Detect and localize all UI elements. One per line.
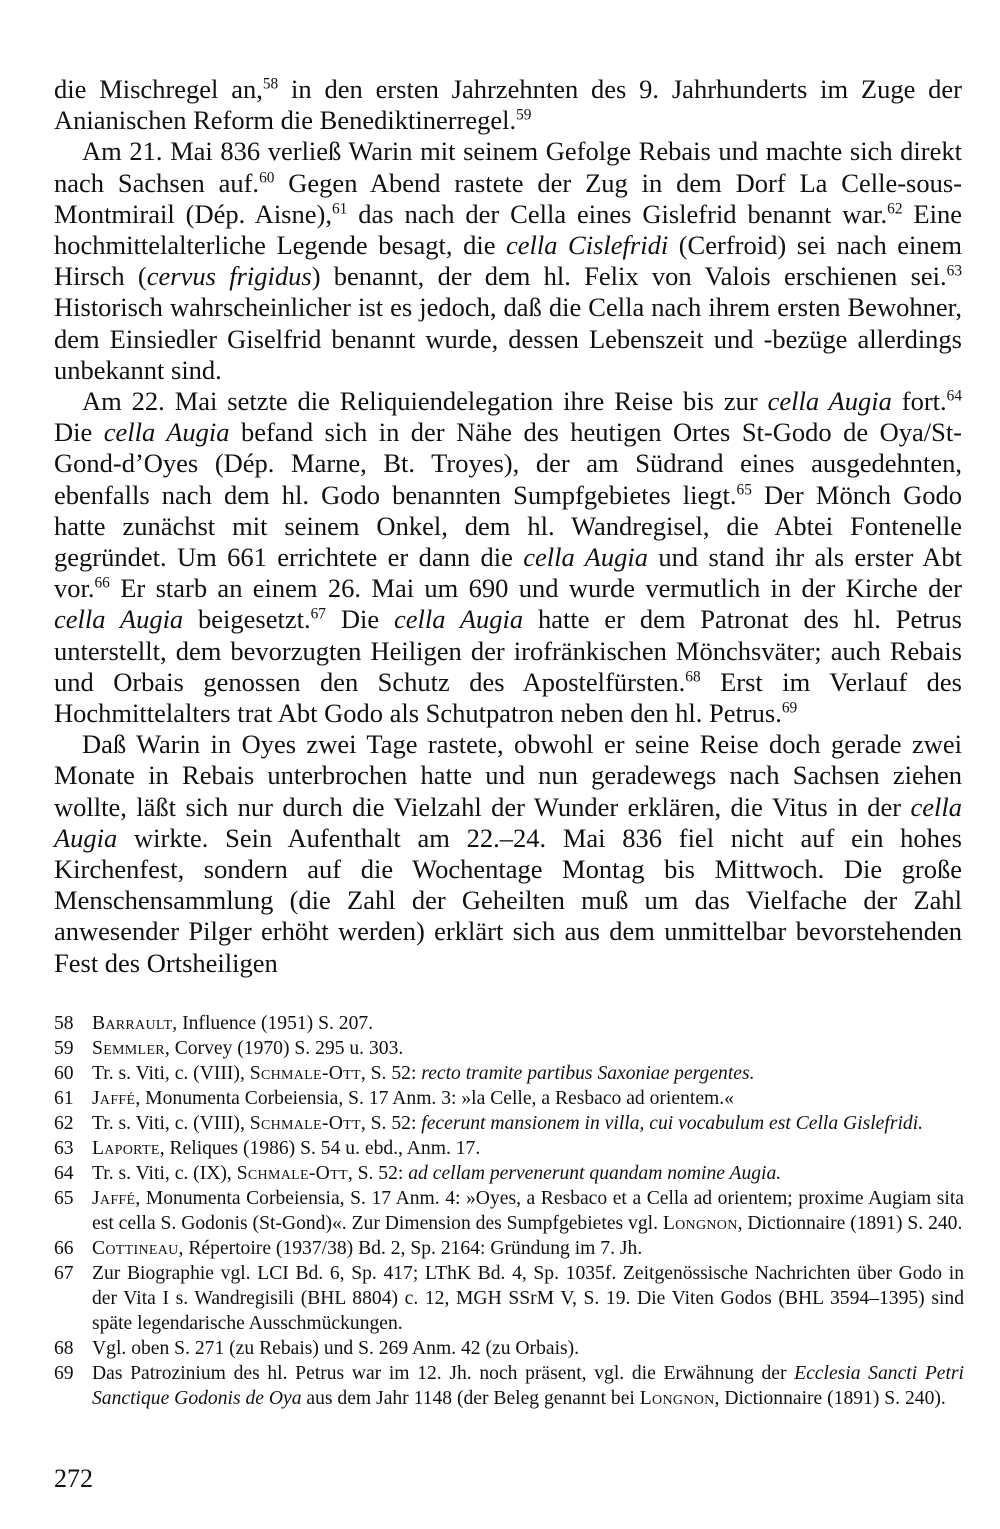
footnote-reference: 64 (946, 387, 962, 405)
paragraph (54, 74, 962, 136)
text-run: Am 22. Mai setzte die Reliquiendelegation ihre Reise bis zur (82, 386, 768, 417)
text-run: Der Mönch Godo hatte zunächst mit seinem Onkel, dem hl. Wandregisel, die Abtei Fontenelle gegründet. Um 661 errichtete er dann die (54, 479, 962, 573)
text-run: das nach der Cella eines Gislefrid benannt war. (347, 198, 888, 229)
text-run: Zur Biographie vgl. LCI Bd. 6, Sp. 417; LThK Bd. 4, Sp. 1035f. Zeitgenössische Nachrichten über Godo in der Vita I s. Wandregisili (BHL 8804) c. 12, MGH SSrM V, S. 19. Die Viten Godos (BHL 3594–1395) sind späte legendarische Ausschmückungen. (92, 1263, 964, 1334)
paragraph (54, 136, 962, 386)
text-run: ) benannt, der dem hl. Felix von Valois erschienen sei. (311, 261, 947, 292)
text-run: Historisch wahrscheinlicher ist es jedoch, daß die Cella nach ihrem ersten Bewohner, dem Einsiedler Giselfrid benannt wurde, dessen Lebenszeit und -bezüge allerdings unbekannt sind. (54, 292, 962, 385)
footnote-reference: 69 (781, 699, 798, 717)
footnote (54, 1086, 964, 1111)
footnote-number: 68 (54, 1338, 74, 1359)
italic-text: recto tramite partibus Saxoniae pergentes. (421, 1063, 755, 1084)
footnote-reference: 67 (310, 605, 326, 623)
paragraph (54, 386, 962, 729)
footnote-reference: 62 (887, 200, 903, 218)
text-run: Tr. s. Viti, c. (IX), (92, 1163, 237, 1184)
italic-text: cella Augia (767, 386, 892, 417)
author-name: Jaffé (92, 1188, 136, 1209)
text-run: Tr. s. Viti, c. (VIII), (92, 1063, 250, 1084)
text-run: beigesetzt. (183, 604, 311, 635)
author-name: Jaffé (92, 1088, 136, 1109)
footnote-number: 59 (54, 1038, 74, 1059)
text-run: , Monumenta Corbeiensia, S. 17 Anm. 3: »la Celle, a Resbaco ad orientem.« (135, 1088, 734, 1109)
footnote-text (92, 1136, 964, 1161)
footnote-number: 58 (54, 1013, 74, 1034)
footnote (54, 1036, 964, 1061)
page-number: 272 (54, 1464, 93, 1493)
footnote-reference: 61 (331, 200, 348, 218)
italic-text: fecerunt mansionem in villa, cui vocabulum est Cella Gislefridi. (421, 1113, 924, 1134)
text-run: befand sich in der Nähe des heutigen Ortes St-Godo de Oya/St-Gond-d’Oyes (Dép. Marne, Bt. Troyes), der am Südrand eines ausgedehnten, ebenfalls nach dem hl. Godo benannten Sumpfgebietes liegt. (54, 417, 963, 510)
footnote-text (92, 1036, 964, 1061)
footnote-number: 65 (54, 1188, 74, 1209)
author-name: Laporte (92, 1138, 160, 1159)
footnote-reference: 65 (736, 481, 752, 499)
footnote (54, 1136, 964, 1161)
text-run: in den ersten Jahrzehnten des 9. Jahrhunderts im Zuge der Anianischen Reform die Benediktinerregel. (54, 74, 962, 136)
text-run: , S. 52: (360, 1113, 422, 1134)
text-run: Am 21. Mai 836 verließ Warin mit seinem Gefolge Rebais und machte sich direkt nach Sachsen auf. (54, 136, 962, 198)
footnote-number: 60 (54, 1063, 74, 1084)
footnote-text (92, 1236, 964, 1261)
text-run: Erst im Verlauf des Hochmittelalters trat Abt Godo als Schutpatron neben den hl. Petrus. (54, 666, 962, 729)
footnote-text (92, 1336, 964, 1361)
text-run: die Mischregel an, (54, 74, 263, 104)
footnote-reference: 63 (946, 262, 962, 280)
footnotes (54, 1011, 964, 1411)
footnote-text (92, 1061, 964, 1086)
text-run: hatte er dem Patronat des hl. Petrus unterstellt, dem bevorzugten Heiligen der irofränkischen Mönchsväter; auch Rebais und Orbais genossen den Schutz des Apostelfürsten. (54, 604, 962, 697)
footnote-number: 61 (54, 1088, 74, 1109)
text-run: Vgl. oben S. 271 (zu Rebais) und S. 269 Anm. 42 (zu Orbais). (92, 1338, 580, 1359)
footnote-text (92, 1261, 964, 1336)
text-run: Das Patrozinium des hl. Petrus war im 12. Jh. noch präsent, vgl. die Erwähnung der (92, 1363, 795, 1384)
footnote-text (92, 1011, 964, 1036)
italic-text: cella Augia (54, 604, 184, 635)
footnote (54, 1261, 964, 1336)
footnote (54, 1061, 964, 1086)
italic-text: cervus frigidus (146, 261, 312, 292)
text-run: , Dictionnaire (1891) S. 240. (737, 1213, 963, 1234)
footnote-text (92, 1111, 964, 1136)
text-run: , S. 52: (347, 1163, 409, 1184)
footnote (54, 1186, 964, 1236)
author-name: Barrault (92, 1013, 173, 1034)
text-run: wirkte. Sein Aufenthalt am 22.–24. Mai 836 fiel nicht auf ein hohes Kirchenfest, sondern auf die Wochentage Montag bis Mittwoch. Die große Menschensammlung (die Zahl der Geheilten muß um das Vielfache der Zahl anwesender Pilger erhöht werden) erklärt sich aus dem unmittelbar bevorstehenden Fest des Ortsheiligen (54, 822, 962, 978)
italic-text: ad cellam pervenerunt quandam nomine Augia. (408, 1163, 782, 1184)
footnote-number: 66 (54, 1238, 74, 1259)
footnote-number: 62 (54, 1113, 74, 1134)
footnote-text (92, 1361, 964, 1411)
text-run: aus dem Jahr 1148 (der Beleg genannt bei (301, 1388, 640, 1409)
text-run: Er starb an einem 26. Mai um 690 und wurde vermutlich in der Kirche der (109, 573, 962, 604)
footnote (54, 1161, 964, 1186)
italic-text: cella Augia (54, 791, 962, 853)
author-name: Schmale-Ott (236, 1163, 348, 1184)
footnote-number: 69 (54, 1363, 74, 1384)
footnote (54, 1361, 964, 1411)
text-run: , Corvey (1970) S. 295 u. 303. (164, 1038, 404, 1059)
footnote-number: 63 (54, 1138, 74, 1159)
footnote-reference: 60 (259, 169, 275, 187)
body-text (54, 74, 962, 979)
author-name: Schmale-Ott (249, 1063, 361, 1084)
text-run: Die (54, 417, 104, 448)
text-run: fort. (891, 386, 947, 417)
text-run: , Monumenta Corbeiensia, S. 17 Anm. 4: »Oyes, a Resbaco et a Cella ad orientem; proxime Augiam sita est cella S. Godonis (St-Gond)«. Zur Dimension des Sumpfgebietes vgl. (92, 1188, 964, 1234)
author-name: Schmale-Ott (249, 1113, 361, 1134)
footnote (54, 1336, 964, 1361)
footnote-reference: 68 (685, 668, 701, 686)
text-run: (Cerfroid) sei nach einem Hirsch ( (54, 230, 962, 292)
italic-text: Ecclesia Sancti Petri Sanctique Godonis de Oya (92, 1363, 964, 1409)
text-run: , Répertoire (1937/38) Bd. 2, Sp. 2164: Gründung im 7. Jh. (178, 1238, 643, 1259)
italic-text: cella Cislefridi (506, 230, 669, 261)
text-run: Tr. s. Viti, c. (VIII), (92, 1113, 250, 1134)
paragraph (54, 729, 962, 979)
text-run: Die (325, 604, 394, 635)
footnote (54, 1011, 964, 1036)
footnote-reference: 66 (94, 574, 110, 592)
footnote-text (92, 1186, 964, 1236)
footnote-number: 67 (54, 1263, 74, 1284)
footnote-text (92, 1161, 964, 1186)
footnote-reference: 59 (516, 106, 532, 124)
text-run: und stand ihr als erster Abt vor. (54, 542, 962, 604)
author-name: Cottineau (92, 1238, 179, 1259)
footnote-reference: 58 (262, 75, 279, 93)
text-run: Gegen Abend rastete der Zug in dem Dorf La Celle-sous-Montmirail (Dép. Aisne), (54, 167, 962, 229)
author-name: Longnon (662, 1213, 738, 1234)
italic-text: cella Augia (103, 417, 230, 448)
text-run: , Reliques (1986) S. 54 u. ebd., Anm. 17. (159, 1138, 481, 1159)
author-name: Semmler (92, 1038, 165, 1059)
footnote-number: 64 (54, 1163, 74, 1184)
italic-text: cella Augia (523, 542, 648, 573)
text-run: , S. 52: (360, 1063, 422, 1084)
text-run: , Dictionnaire (1891) S. 240). (714, 1388, 946, 1409)
text-run: Eine hochmittelalterliche Legende besagt, die (54, 198, 962, 261)
italic-text: cella Augia (393, 604, 524, 635)
text-run: Daß Warin in Oyes zwei Tage rastete, obwohl er seine Reise doch gerade zwei Monate in Rebais unterbrochen hatte und nun geradewegs nach Sachsen ziehen wollte, läßt sich nur durch die Vielzahl der Wunder erklären, die Vitus in der (54, 729, 962, 822)
text-run: , Influence (1951) S. 207. (172, 1013, 374, 1034)
footnote (54, 1236, 964, 1261)
footnote-text (92, 1086, 964, 1111)
footnote (54, 1111, 964, 1136)
author-name: Longnon (639, 1388, 715, 1409)
